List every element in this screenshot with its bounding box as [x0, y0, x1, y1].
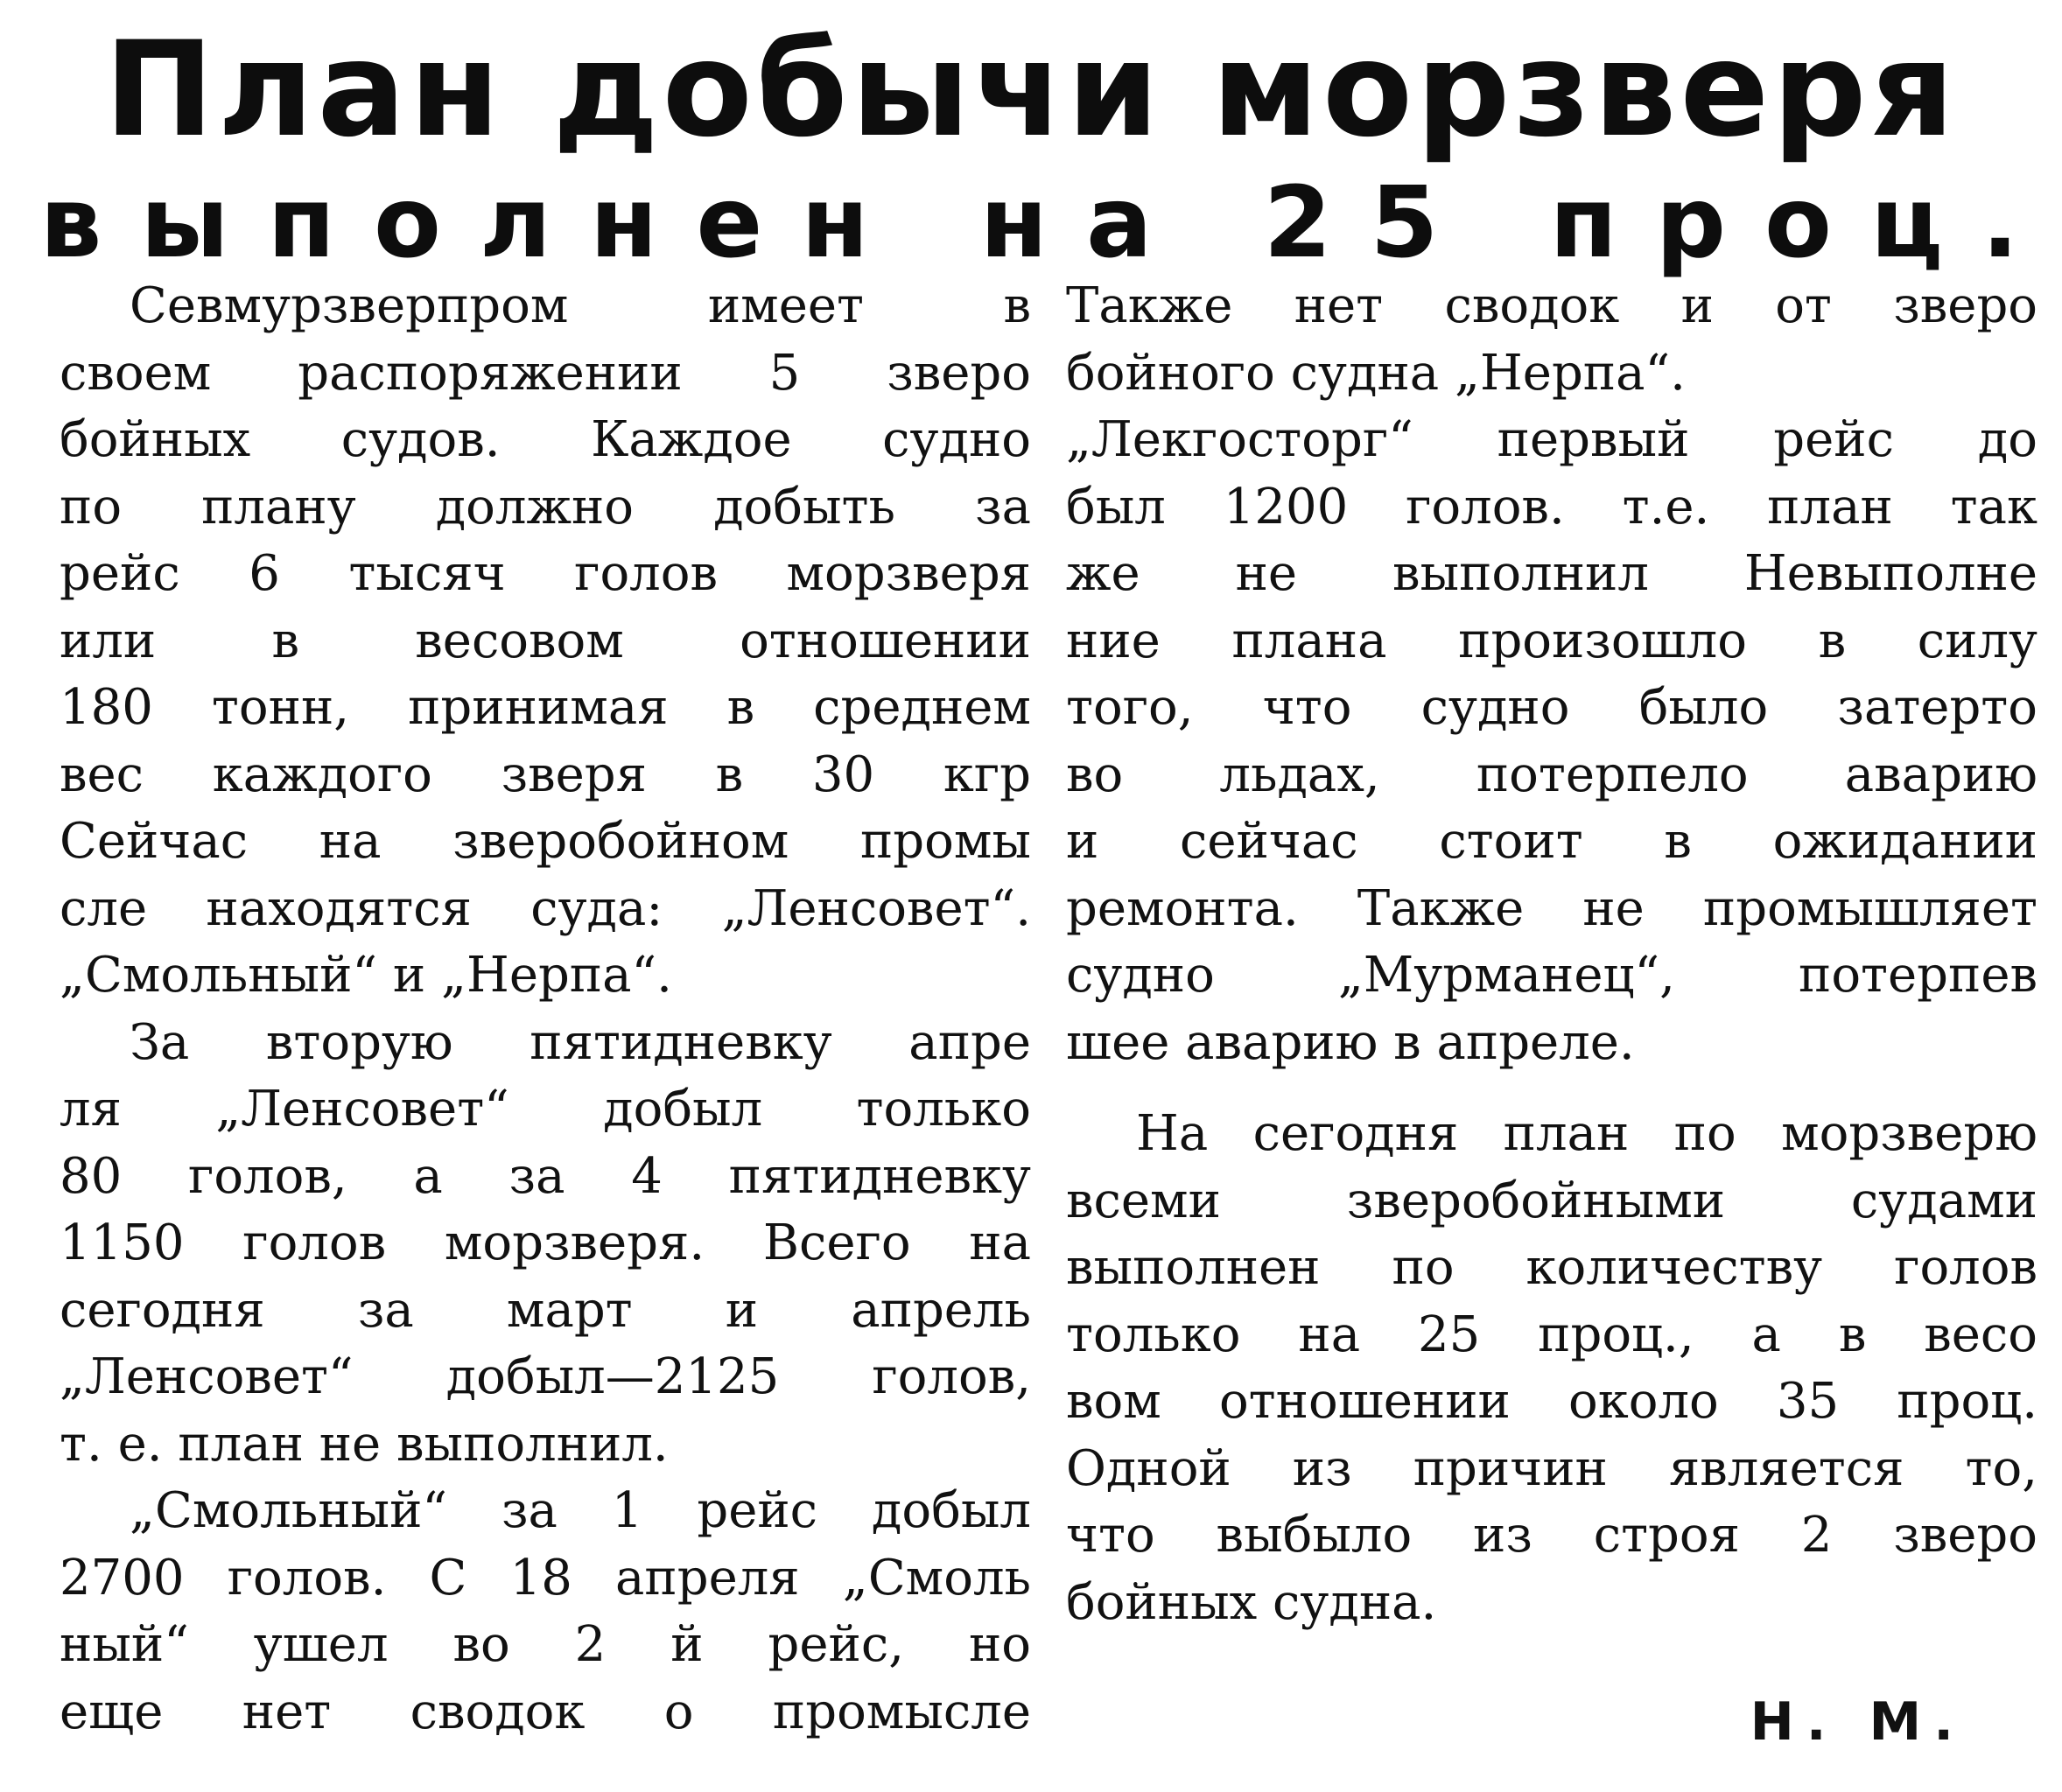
right-column: [1066, 273, 2037, 1636]
text-line: За вторую пятидневку апре: [130, 1013, 1031, 1071]
text-line: выполнен по количеству голов: [1066, 1239, 2037, 1296]
text-line: т. е. план не выполнил.: [60, 1415, 669, 1473]
text-line: „Смольный“ и „Нерпа“.: [60, 947, 672, 1004]
text-line: 1150 голов морзверя. Всего на: [60, 1214, 1031, 1271]
text-line: вес каждого зверя в 30 кгр: [60, 746, 1031, 803]
text-line: ля „Ленсовет“ добыл только: [60, 1081, 1031, 1138]
paragraph-gap: [1066, 1076, 2037, 1101]
text-line: только на 25 проц., а в весо: [1066, 1306, 2037, 1363]
text-line: судно „Мурманец“, потерпев: [1066, 947, 2037, 1004]
text-line: ный“ ушел во 2 й рейс, но: [60, 1616, 1031, 1673]
text-line: Также нет сводок и от зверо: [1066, 277, 2037, 334]
text-line: 2700 голов. С 18 апреля „Смоль: [60, 1549, 1031, 1606]
author-signature: Н. М.: [1750, 1691, 1966, 1753]
text-line: „Ленсовет“ добыл—2125 голов,: [60, 1348, 1031, 1405]
text-line: „Смольный“ за 1 рейс добыл: [130, 1482, 1031, 1539]
text-line: бойных судна.: [1066, 1573, 1437, 1631]
text-line: рейс 6 тысяч голов морзверя: [60, 545, 1031, 602]
text-line: того, что судно было затерто: [1066, 679, 2037, 736]
headline-main: План добычи морзверя: [104, 14, 1958, 166]
text-line: сегодня за март и апрель: [60, 1281, 1031, 1339]
text-line: бойного судна „Нерпа“.: [1066, 344, 1686, 402]
text-line: бойных судов. Каждое судно: [60, 411, 1031, 468]
left-column: [60, 273, 1031, 1746]
text-line: и сейчас стоит в ожидании: [1066, 813, 2037, 870]
text-line: что выбыло из строя 2 зверо: [1066, 1507, 2037, 1564]
text-line: Сейчас на зверобойном промы: [60, 813, 1031, 870]
text-line: или в весовом отношении: [60, 612, 1031, 669]
text-line: своем распоряжении 5 зверо: [60, 344, 1031, 402]
text-line: 80 голов, а за 4 пятидневку: [60, 1147, 1031, 1205]
text-line: Одной из причин является то,: [1066, 1439, 2037, 1497]
text-line: же не выполнил Невыполне: [1066, 545, 2037, 602]
text-line: шее аварию в апреле.: [1066, 1013, 1635, 1071]
headline-sub: выполнен на 25 проц.: [39, 166, 2058, 280]
text-line: На сегодня план по морзверю: [1136, 1105, 2037, 1162]
text-line: во льдах, потерпело аварию: [1066, 746, 2037, 803]
text-line: сле находятся суда: „Ленсовет“.: [60, 879, 1031, 937]
text-line: „Лекгосторг“ первый рейс до: [1066, 411, 2037, 468]
text-line: был 1200 голов. т.е. план так: [1066, 478, 2037, 536]
text-line: еще нет сводок о промысле: [60, 1683, 1031, 1740]
text-line: ние плана произошло в силу: [1066, 612, 2037, 669]
text-line: ремонта. Также не промышляет: [1066, 879, 2037, 937]
text-line: Севмурзверпром имеет в: [130, 277, 1031, 334]
text-line: всеми зверобойными судами: [1066, 1172, 2037, 1229]
text-line: по плану должно добыть за: [60, 478, 1031, 536]
text-line: 180 тонн, принимая в среднем: [60, 679, 1031, 736]
text-line: вом отношении около 35 проц.: [1066, 1373, 2037, 1430]
